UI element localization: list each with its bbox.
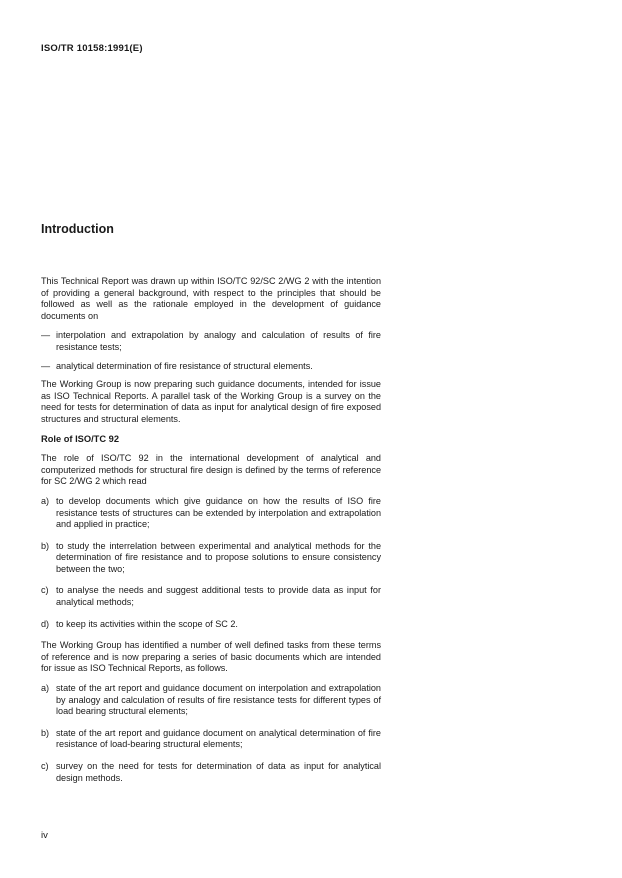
list-item bbox=[41, 683, 381, 718]
role-paragraph: The role of ISO/TC 92 in the international development of analytical and computerized methods for structural fire design is defined by the terms of reference for SC 2/WG 2 which read bbox=[41, 453, 381, 487]
list-item-text: to analyse the needs and suggest additional tests to provide data as input for analytical methods; bbox=[56, 585, 381, 608]
list-item-label: b) bbox=[41, 727, 50, 738]
role-heading: Role of ISO/TC 92 bbox=[41, 433, 120, 444]
dash-item bbox=[41, 330, 381, 353]
body-text bbox=[41, 276, 381, 794]
list-item-label: c) bbox=[41, 761, 49, 771]
tasks-paragraph: The Working Group has identified a number of well defined tasks from these terms of reference and is now preparing a series of basic documents which are intended for issue as ISO Technical Reports, as follows. bbox=[41, 640, 381, 674]
list-item-label: a) bbox=[41, 683, 50, 694]
dash-item bbox=[41, 361, 381, 373]
page-number: iv bbox=[41, 830, 48, 841]
list-item bbox=[41, 619, 381, 631]
list-item-text: to develop documents which give guidance on how the results of ISO fire resistance tests of structures can be extended by interpolation and extrapolation and applied in practice; bbox=[56, 495, 381, 530]
list-item bbox=[41, 585, 381, 608]
dash-item-text: interpolation and extrapolation by analogy and calculation of results of fire resistance tests; bbox=[56, 330, 381, 352]
list-item-text: survey on the need for tests for determination of data as input for analytical design methods. bbox=[56, 761, 381, 783]
page-title: Introduction bbox=[41, 222, 114, 236]
list-item-text: state of the art report and guidance document on analytical determination of fire resistance of load-bearing structural elements; bbox=[56, 727, 381, 750]
list-item-text: to keep its activities within the scope of SC 2. bbox=[56, 618, 238, 629]
list-item bbox=[41, 496, 381, 531]
list-item-text: to study the interrelation between experimental and analytical methods for the determination of fire resistance and to propose solutions to ensure consistency between the two; bbox=[56, 540, 381, 574]
list-item bbox=[41, 728, 381, 751]
working-group-paragraph: The Working Group is now preparing such guidance documents, intended for issue as ISO Technical Reports. A parallel task of the Working Group is a survey on the need for tests for determination of data as input for analytical design of fire exposed structures and structural elements. bbox=[41, 379, 381, 424]
tasks-list bbox=[41, 683, 381, 784]
dash-mark: — bbox=[41, 330, 51, 341]
list-item-label: d) bbox=[41, 618, 50, 629]
list-item-label: c) bbox=[41, 585, 49, 596]
list-item-label: b) bbox=[41, 540, 50, 551]
list-item-text: state of the art report and guidance document on interpolation and extrapolation by analogy and calculation of results of fire resistance tests for different types of load bearing structural elements; bbox=[56, 683, 381, 717]
list-item bbox=[41, 541, 381, 576]
dash-item-text: analytical determination of fire resistance of structural elements. bbox=[56, 360, 313, 371]
dash-mark: — bbox=[41, 360, 51, 371]
terms-list bbox=[41, 496, 381, 630]
document-id: ISO/TR 10158:1991(E) bbox=[41, 43, 143, 54]
list-item-label: a) bbox=[41, 495, 50, 506]
intro-paragraph: This Technical Report was drawn up within ISO/TC 92/SC 2/WG 2 with the intention of providing a general background, with respect to the principles that should be followed as well as the rationale employed in the development of guidance documents on bbox=[41, 276, 381, 321]
list-item bbox=[41, 761, 381, 784]
